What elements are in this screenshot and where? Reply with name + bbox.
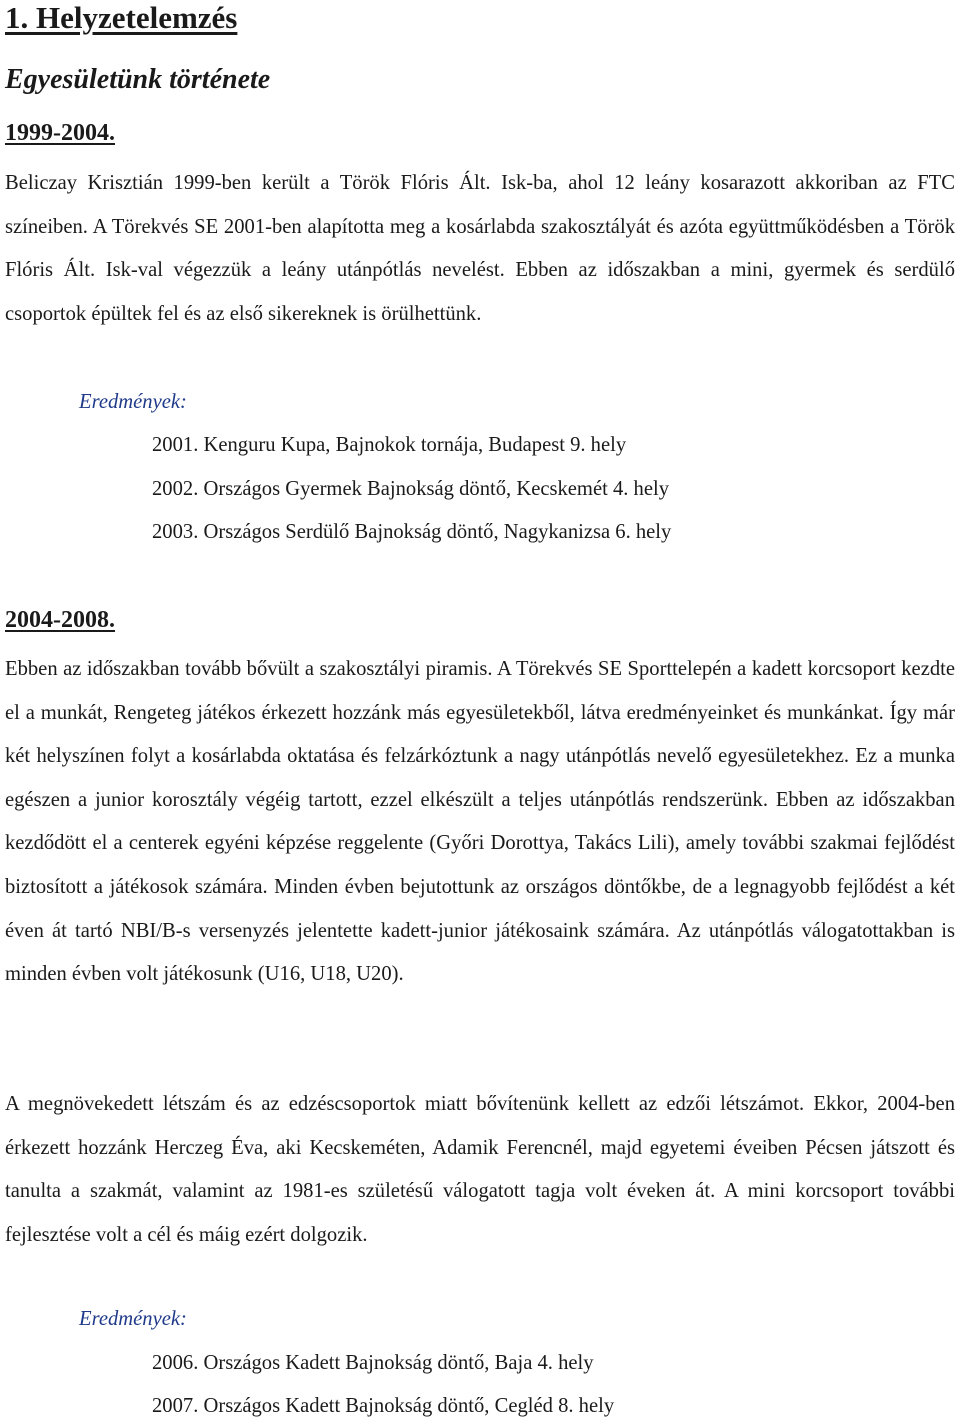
period-heading-2: 2004-2008. bbox=[5, 607, 115, 633]
results-label: Eredmények: bbox=[79, 391, 187, 413]
result-item: 2002. Országos Gyermek Bajnokság döntő, Kecskemét 4. hely bbox=[152, 478, 670, 500]
results-label: Eredmények: bbox=[79, 1308, 187, 1330]
paragraph-1999-2004: Beliczay Krisztián 1999-ben került a Török Flóris Ált. Isk-ba, ahol 12 leány kosarazott akkoriban az FTC színeiben. A Törekvés SE 2001-ben alapította meg a kosárlabda szakosztályát és azóta együttműködésben a Török Flóris Ált. Isk-val végezzük a leány utánpótlás nevelést. Ebben az időszakban a mini, gyermek és serdülő csoportok épültek fel és az első sikereknek is örülhettünk. bbox=[5, 172, 955, 325]
period-heading-1: 1999-2004. bbox=[5, 120, 115, 146]
result-item: 2001. Kenguru Kupa, Bajnokok tornája, Budapest 9. hely bbox=[152, 434, 627, 456]
paragraph-2004-2008: Ebben az időszakban tovább bővült a szakosztályi piramis. A Törekvés SE Sporttelepén a kadett korcsoport kezdte el a munkát, Rengeteg játékos érkezett hozzánk más egyesületekből, látva eredményeinket és munkánkat. Így már két helyszínen folyt a kosárlabda oktatása és felzárkóztunk a nagy utánpótlás nevelő egyesületekhez. Ez a munka egészen a junior korosztály végéig tartott, ezzel elkészült a teljes utánpótlás rendszerünk. Ebben az időszakban kezdődött el a centerek egyéni képzése reggelente (Győri Dorottya, Takács Lili), amely további szakmai fejlődést biztosított a játékosok számára. Minden évben bejutottunk az országos döntőkbe, de a legnagyobb fejlődést a két éven át tartó NBI/B-s versenyzés jelentette kadett-junior játékosaink számára. Az utánpótlás válogatottakban is minden évben volt játékosunk (U16, U18, U20). bbox=[5, 658, 955, 986]
result-item: 2006. Országos Kadett Bajnokság döntő, Baja 4. hely bbox=[152, 1352, 594, 1374]
page-title: 1. Helyzetelemzés bbox=[5, 0, 238, 35]
result-item: 2003. Országos Serdülő Bajnokság döntő, Nagykanizsa 6. hely bbox=[152, 521, 672, 543]
result-item: 2007. Országos Kadett Bajnokság döntő, Cegléd 8. hely bbox=[152, 1395, 615, 1417]
paragraph-coaches: A megnövekedett létszám és az edzéscsoportok miatt bővítenünk kellett az edzői létszámot. Ekkor, 2004-ben érkezett hozzánk Herczeg Éva, aki Kecskeméten, Adamik Ferencnél, majd egyetemi éveiben Pécsen játszott és tanulta a szakmát, valamint az 1981-es születésű válogatott tagja volt éveken át. A mini korcsoport további fejlesztése volt a cél és máig ezért dolgozik. bbox=[5, 1093, 955, 1246]
section-title: Egyesületünk története bbox=[5, 64, 271, 95]
